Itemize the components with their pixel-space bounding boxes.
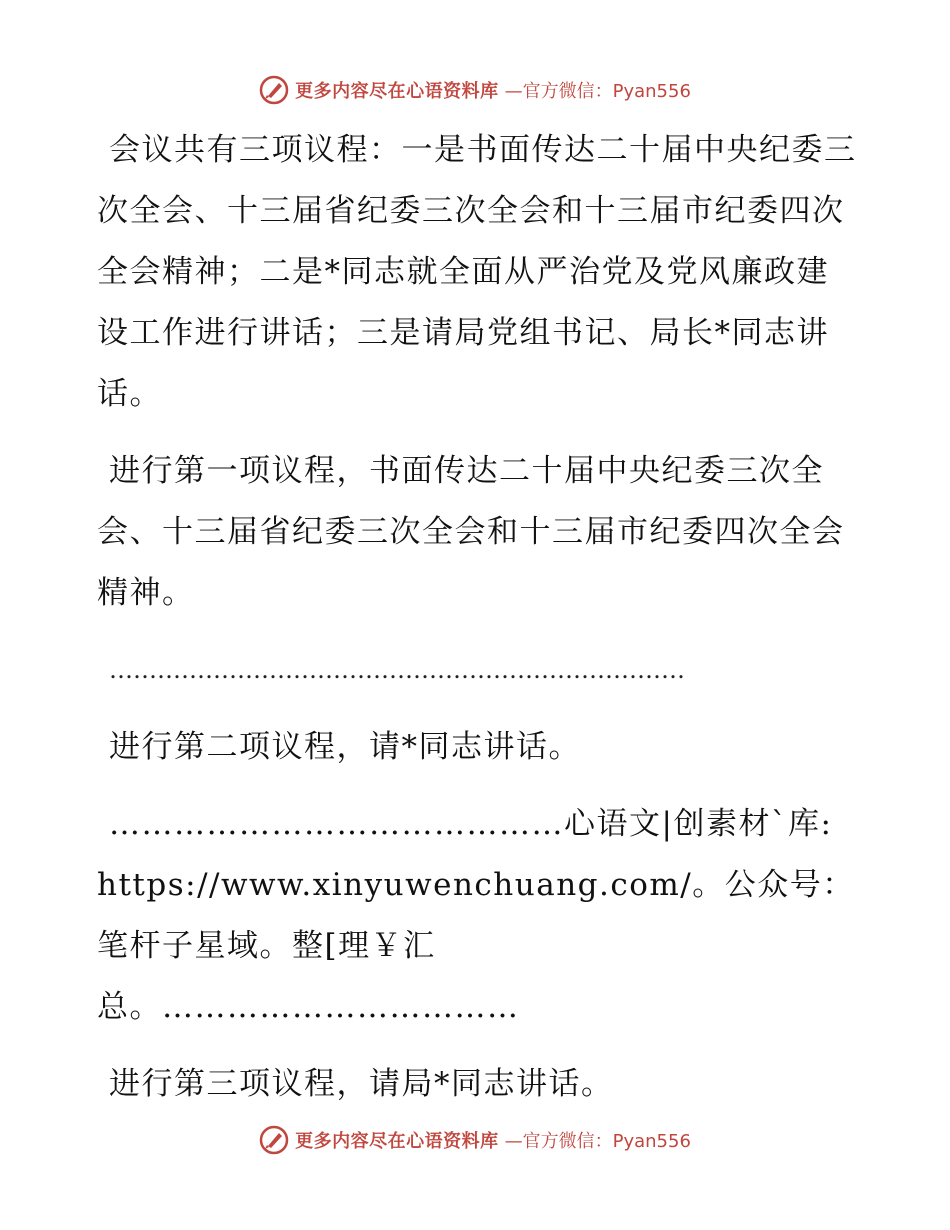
header-watermark-banner — [0, 70, 950, 110]
paragraph-agenda-item-3: 进行第三项议程，请局*同志讲话。 — [109, 1066, 614, 1102]
paragraph-agenda-item-1: 进行第一项议程，书面传达二十届中央纪委三次全会、十三届省纪委三次全会和十三届市纪委四次全会精神。 — [97, 453, 845, 611]
footer-watermark-banner — [0, 1120, 950, 1160]
banner-brand-text: 更多内容尽在心语资料库 — [295, 81, 499, 102]
paragraph-agenda-overview: 会议共有三项议程：一是书面传达二十届中央纪委三次全会、十三届省纪委三次全会和十三届市纪委四次全会精神；二是*同志就全面从严治党及党风廉政建设工作进行讲话；三是请局党组书记、局长*同志讲话。 — [97, 132, 857, 412]
banner-contact-text: —官方微信：Pyan556 — [504, 81, 691, 102]
pen-logo-icon — [259, 75, 289, 105]
document-body — [97, 120, 857, 1131]
banner-brand-text: 更多内容尽在心语资料库 — [295, 1131, 499, 1152]
pen-logo-icon — [259, 1125, 289, 1155]
paragraph-agenda-item-2: 进行第二项议程，请*同志讲话。 — [109, 729, 581, 765]
paragraph-ellipsis: ……………………………………………………………… — [109, 656, 685, 684]
paragraph-source-note: ……………………………………心语文|创素材`库: https://www.xinyuwenchuang.com/。公众号：笔杆子星域。整[理￥汇总。…………………………… — [97, 806, 855, 1025]
banner-contact-text: —官方微信：Pyan556 — [504, 1131, 691, 1152]
